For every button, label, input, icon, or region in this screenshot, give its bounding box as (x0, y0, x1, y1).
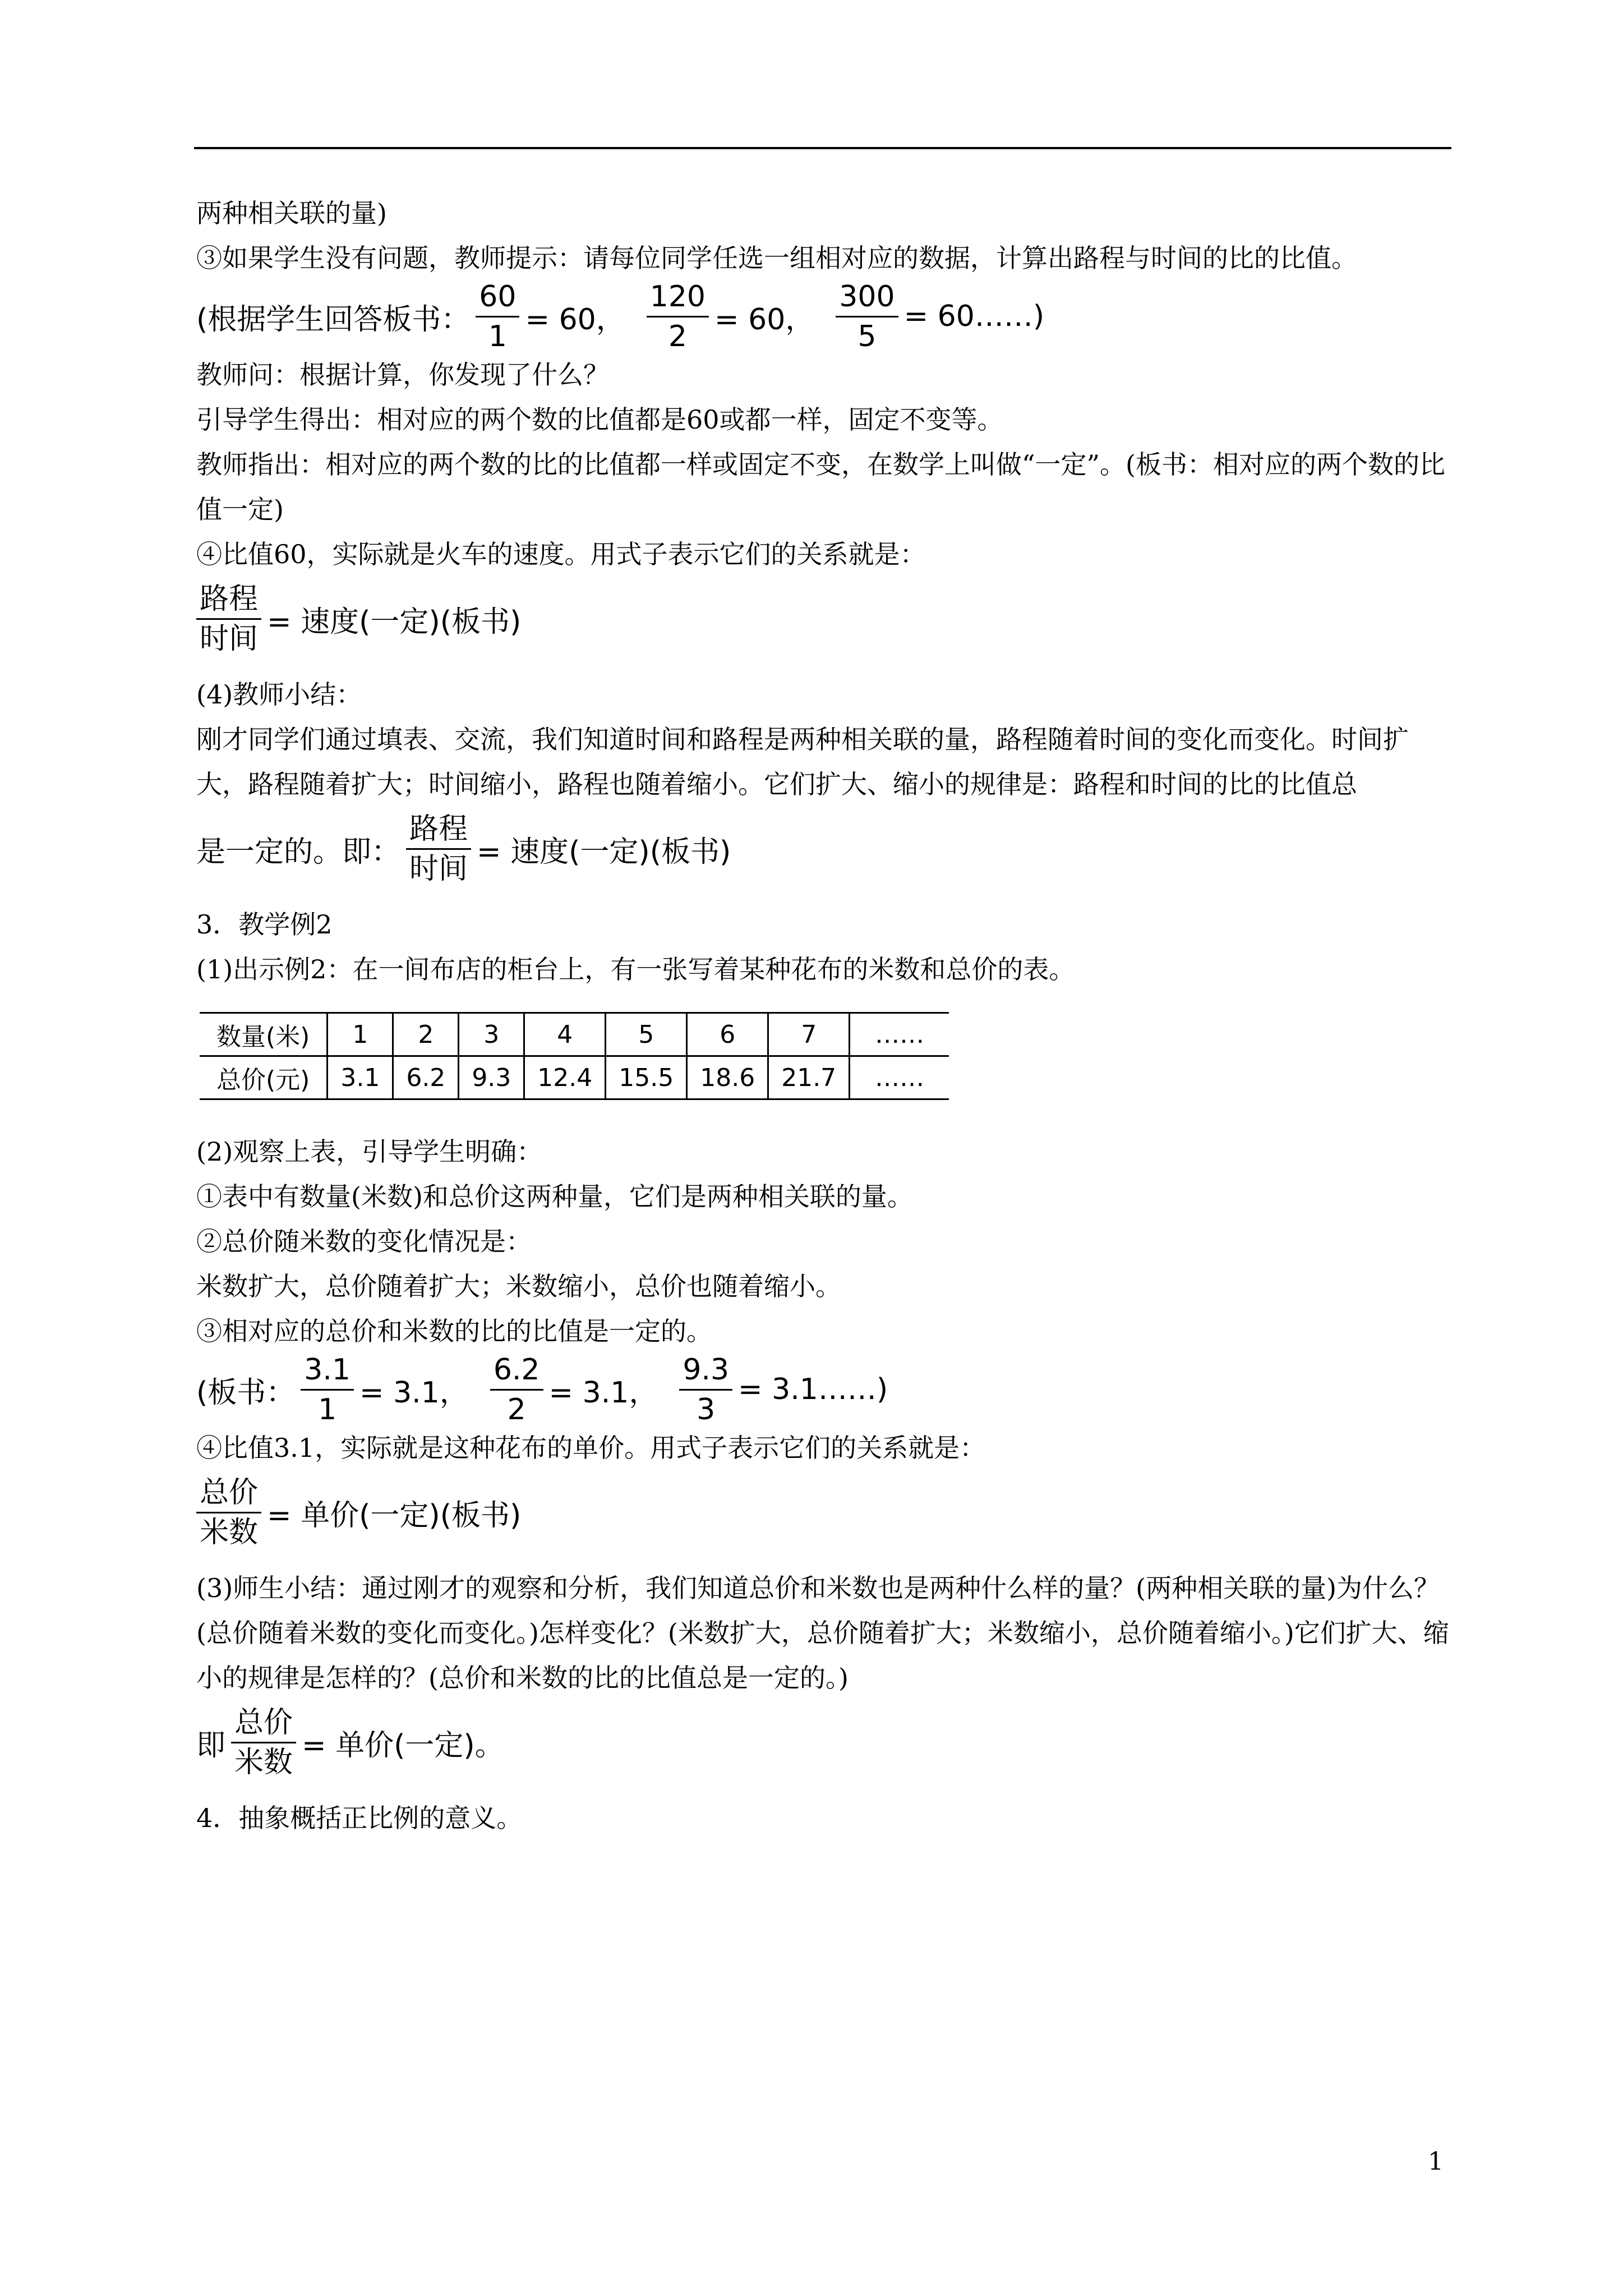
text-line: 刚才同学们通过填表、交流，我们知道时间和路程是两种相关联的量，路程随着时间的变化而变化。时间扩大，路程随着扩大；时间缩小，路程也随着缩小。它们扩大、缩小的规律是：路程和时间的比的比值总 (196, 724, 1409, 799)
formula-value: = 3.1， (359, 1375, 469, 1410)
formula-distance-time (196, 577, 1450, 661)
table-cell: 9.3 (459, 1056, 524, 1099)
text-line: (1)出示例2：在一间布店的柜台上，有一张写着某种花布的米数和总价的表。 (196, 954, 1075, 984)
text-line: ③相对应的总价和米数的比的比值是一定的。 (196, 1316, 712, 1346)
formula-value: = 60， (714, 302, 815, 337)
denominator: 时间 (200, 622, 259, 656)
denominator: 米数 (234, 1745, 293, 1779)
table-cell: 12.4 (524, 1056, 606, 1099)
numerator: 9.3 (679, 1353, 732, 1391)
formula-rest: = 速度(一定)(板书) (267, 605, 522, 639)
text-line: (4)教师小结： (196, 679, 362, 710)
table-cell: 3.1 (328, 1056, 393, 1099)
formula-distance-time-2 (196, 807, 1450, 891)
numerator: 120 (647, 280, 709, 318)
denominator: 时间 (409, 852, 468, 886)
table-cell: 1 (328, 1013, 393, 1056)
page-number: 1 (1428, 2147, 1444, 2176)
table-cell: 6 (687, 1013, 768, 1056)
text-line: 教师问：根据计算，你发现了什么？ (196, 360, 609, 390)
fraction (196, 582, 261, 656)
table-cell: 15.5 (606, 1056, 687, 1099)
formula-total-meters (196, 1470, 1450, 1554)
table-cell: 总价(元) (200, 1056, 328, 1099)
fraction (301, 1353, 354, 1427)
text-line: 教师指出：相对应的两个数的比的比值都一样或固定不变，在数学上叫做“一定”。(板书：相对应的两个数的比值一定) (196, 449, 1445, 524)
denominator: 3 (697, 1392, 716, 1427)
fraction (476, 280, 519, 353)
denominator: 1 (488, 319, 507, 353)
formula-value: = 60……) (903, 300, 1045, 333)
table-cell: 21.7 (768, 1056, 850, 1099)
formula-prefix: (板书： (196, 1375, 296, 1410)
price-table (200, 1012, 949, 1100)
numerator: 总价 (231, 1706, 296, 1743)
numerator: 3.1 (301, 1353, 354, 1391)
numerator: 60 (476, 280, 519, 318)
numerator: 总价 (196, 1476, 261, 1513)
fraction (836, 280, 898, 353)
table-cell: 6.2 (393, 1056, 459, 1099)
table-cell: 7 (768, 1013, 850, 1056)
table-cell: 4 (524, 1013, 606, 1056)
fraction (196, 1476, 261, 1549)
formula-value: = 3.1……) (738, 1373, 888, 1406)
formula-value: = 3.1， (548, 1375, 658, 1410)
table-cell: …… (850, 1013, 949, 1056)
formula-ratio-price (196, 1354, 1450, 1425)
text-line: ①表中有数量(米数)和总价这两种量，它们是两种相关联的量。 (196, 1181, 913, 1212)
numerator: 路程 (406, 812, 471, 850)
fraction (231, 1706, 296, 1779)
formula-prefix: 是一定的。即： (196, 835, 401, 869)
text-line: 引导学生得出：相对应的两个数的比值都是60或都一样，固定不变等。 (196, 404, 1003, 435)
formula-rest: = 单价(一定)(板书) (267, 1498, 522, 1533)
text-line: 两种相关联的量) (196, 198, 387, 228)
denominator: 米数 (200, 1515, 259, 1549)
table-cell: 2 (393, 1013, 459, 1056)
formula-prefix: 即 (196, 1728, 226, 1763)
price-table-wrapper (196, 992, 1450, 1129)
document-body (196, 191, 1450, 1841)
table-cell: 18.6 (687, 1056, 768, 1099)
numerator: 路程 (196, 582, 261, 620)
denominator: 2 (507, 1392, 526, 1427)
denominator: 1 (318, 1392, 337, 1427)
text-line: (3)师生小结：通过刚才的观察和分析，我们知道总价和米数也是两种什么样的量？(两种相关联的量)为什么？(总价随着米数的变化而变化。)怎样变化？(米数扩大，总价随着扩大；米数缩小，总价随着缩小。)它们扩大、缩小的规律是怎样的？(总价和米数的比的比值总是一定的。) (196, 1573, 1449, 1693)
text-line: 3．教学例2 (196, 909, 333, 940)
formula-value: = 60， (525, 302, 625, 337)
text-line: 米数扩大，总价随着扩大；米数缩小，总价也随着缩小。 (196, 1271, 841, 1301)
denominator: 2 (668, 319, 687, 353)
fraction (490, 1353, 543, 1427)
text-line: ②总价随米数的变化情况是： (196, 1226, 532, 1257)
numerator: 6.2 (490, 1353, 543, 1391)
formula-total-meters-2 (196, 1700, 1450, 1784)
fraction (647, 280, 709, 353)
table-cell: 数量(米) (200, 1013, 328, 1056)
formula-rest: = 单价(一定)。 (302, 1728, 504, 1763)
table-cell: 3 (459, 1013, 524, 1056)
text-line: 4．抽象概括正比例的意义。 (196, 1803, 523, 1833)
table-row (200, 1056, 949, 1099)
table-cell: …… (850, 1056, 949, 1099)
fraction (406, 812, 471, 886)
formula-prefix: (根据学生回答板书： (196, 302, 471, 337)
text-line: ③如果学生没有问题，教师提示：请每位同学任选一组相对应的数据，计算出路程与时间的比的比值。 (196, 243, 1357, 273)
fraction (679, 1353, 732, 1427)
table-cell: 5 (606, 1013, 687, 1056)
text-line: ④比值60，实际就是火车的速度。用式子表示它们的关系就是： (196, 539, 926, 569)
table-row (200, 1013, 949, 1056)
numerator: 300 (836, 280, 898, 318)
text-line: ④比值3.1，实际就是这种花布的单价。用式子表示它们的关系就是： (196, 1433, 986, 1463)
text-line: (2)观察上表，引导学生明确： (196, 1137, 543, 1167)
header-rule (194, 147, 1451, 149)
denominator: 5 (857, 319, 877, 353)
formula-rest: = 速度(一定)(板书) (477, 835, 731, 869)
formula-ratio-speed (196, 280, 1450, 352)
